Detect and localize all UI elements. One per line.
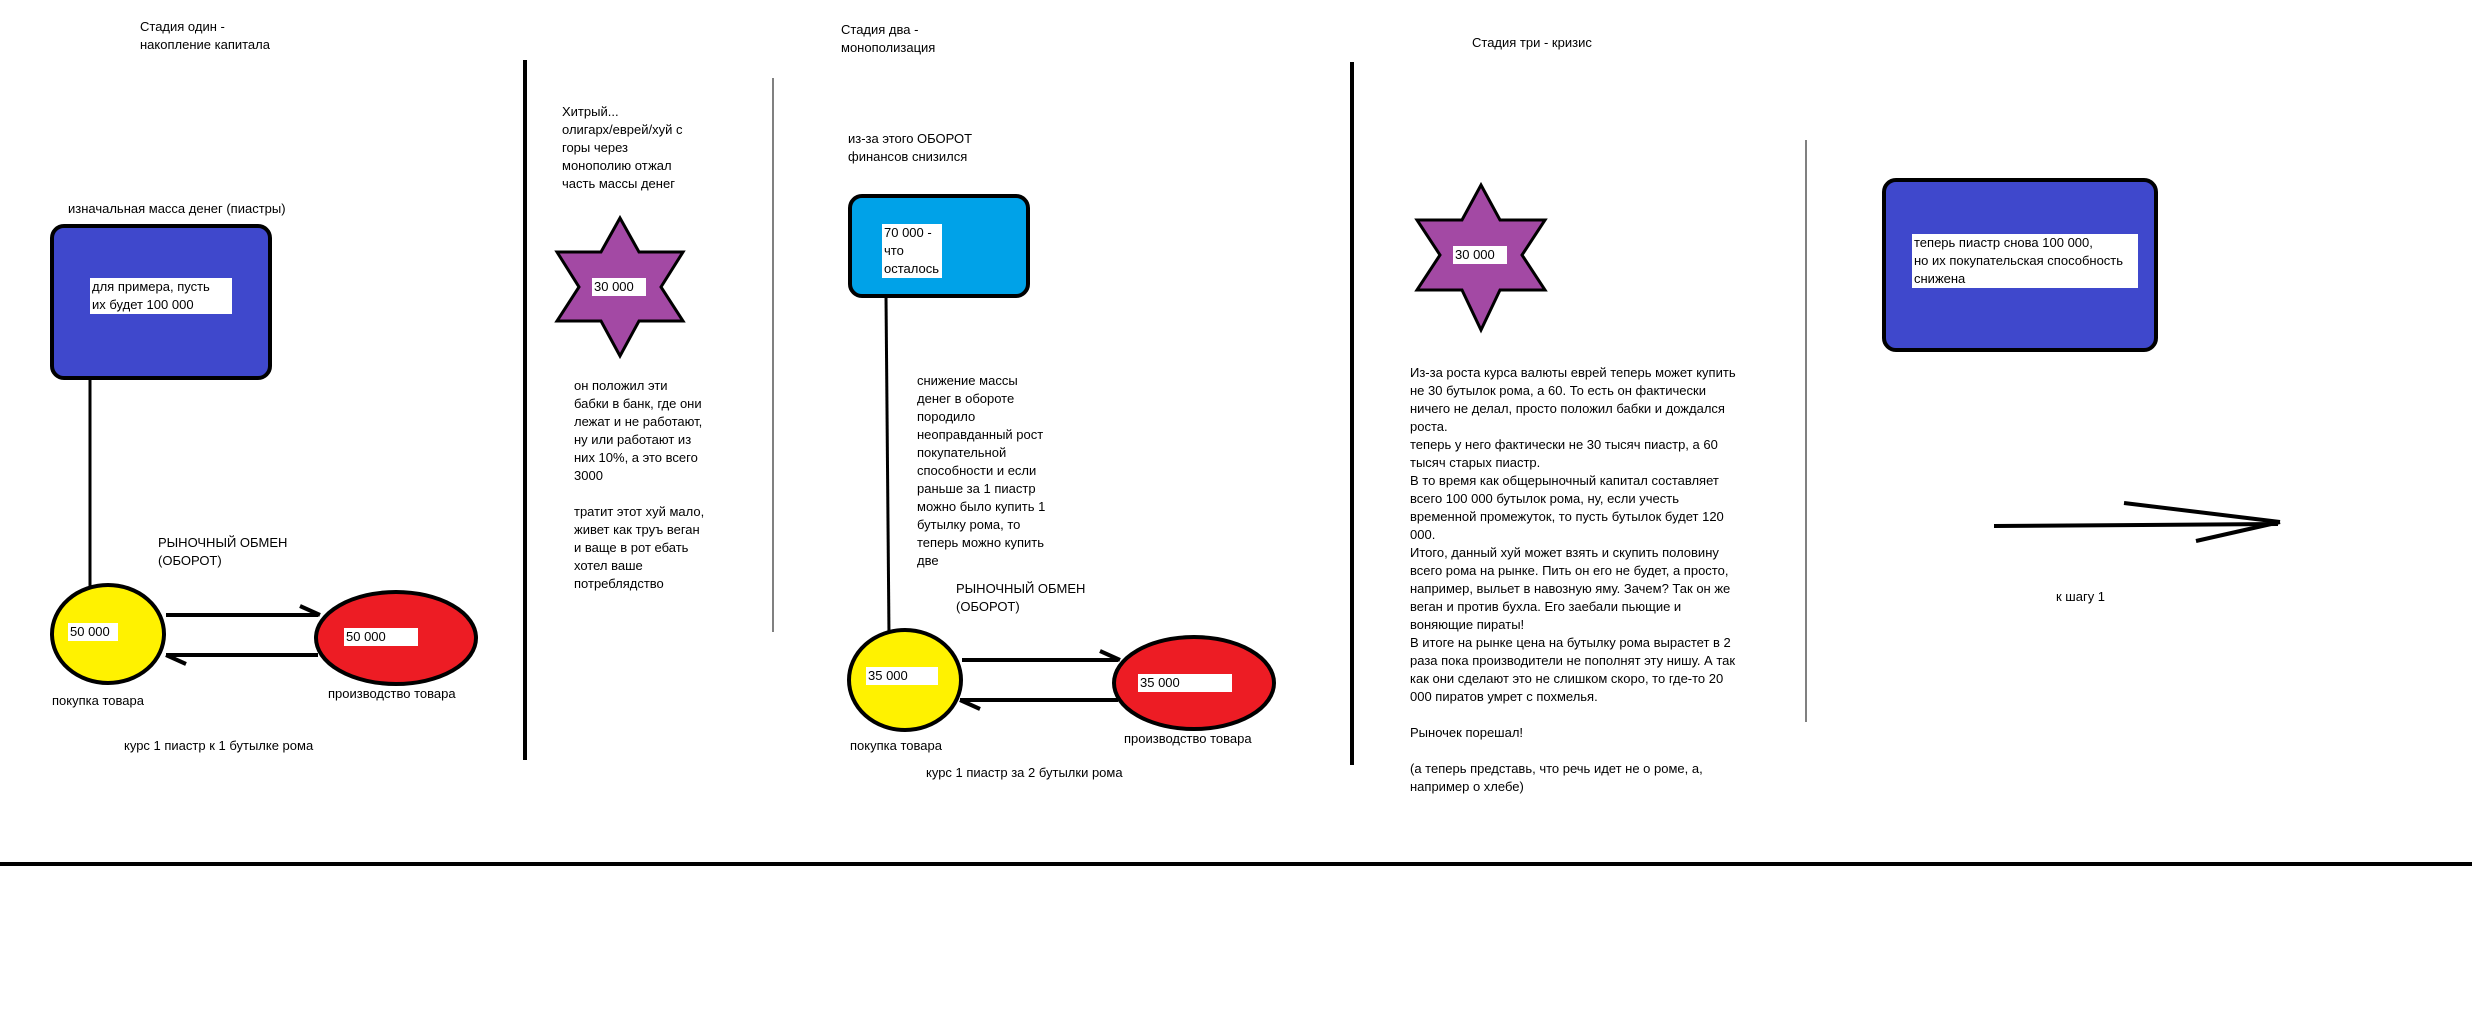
crisis-text: Из-за роста курса валюты еврей теперь может купить не 30 бутылок рома, а 60. То есть он фактически ничего не делал, просто положил бабки и дождался роста. теперь у него фактически не 30 тысяч пиастр, а 60 тысяч старых пиастр. В то время как общерыночный капитал составляет всего 100 000 бутылок рома, ну, если учесть временной промежуток, то пусть бутылок будет 120 000. Итого, данный хуй может взять и скупить половину всего рома на рынке. Пить он его не будет, а просто, например, выльет в навозную яму. Зачем? Так он же веган и против бухла. Его заебали пьющие и воняющие пираты! В итоге на рынке цена на бутылку рома вырастет в 2 раза пока производители не пополнят эту нишу. А так как они сделают это не слишком скоро, то где-то 20 000 пиратов умрет с похмелья. Рыночек порешал! (а теперь представь, что речь идет не о роме, а, например о хлебе)	[1410, 365, 1736, 794]
cunning-text: Хитрый... олигарх/еврей/хуй с горы через монополию отжал часть массы денег	[562, 104, 683, 191]
stage2-turnover-text: из-за этого ОБОРОТ финансов снизился	[848, 131, 973, 164]
stage2-connector	[886, 296, 889, 636]
stage1-arrow-right	[166, 606, 320, 615]
stage2-exchange-label: РЫНОЧНЫЙ ОБМЕН (ОБОРОТ)	[956, 581, 1086, 614]
stage1-rate: курс 1 пиастр к 1 бутылке рома	[124, 738, 314, 753]
stage2-title: Стадия два - монополизация	[841, 22, 936, 55]
stage2-buy-value: 35 000	[866, 667, 938, 685]
stage1-title: Стадия один - накопление капитала	[140, 19, 270, 52]
stage2-rate: курс 1 пиастр за 2 бутылки рома	[926, 765, 1123, 780]
next-step-label: к шагу 1	[2056, 589, 2106, 604]
stage2-prod-label: производство товара	[1124, 731, 1252, 746]
stage2-money-box	[848, 194, 1030, 298]
stage2-arrow-right	[962, 651, 1120, 660]
stage2-decrease-text: снижение массы денег в обороте породило неоправданный рост покупательной способности и если раньше за 1 пиастр можно было купить 1 бутылку рома, то теперь можно купить две	[917, 373, 1046, 568]
stage3-star-value: 30 000	[1453, 246, 1507, 264]
stage3-money-box	[1882, 178, 2158, 352]
stage2-buy-label: покупка товара	[850, 738, 942, 753]
stage1-money-box	[50, 224, 272, 380]
stage1-prod-label: производство товара	[328, 686, 456, 701]
stage1-box-text: для примера, пусть их будет 100 000	[90, 278, 232, 314]
next-step-arrow	[1994, 503, 2280, 541]
stage1-arrow-left	[166, 655, 318, 664]
stage1-buy-label: покупка товара	[52, 693, 144, 708]
stage1-star-value: 30 000	[592, 278, 646, 296]
stage2-prod-value: 35 000	[1138, 674, 1232, 692]
stage1-prod-value: 50 000	[344, 628, 418, 646]
stage3-title: Стадия три - кризис	[1472, 35, 1592, 50]
stage3-box-text: теперь пиастр снова 100 000, но их покупательская способность снижена	[1912, 234, 2138, 288]
stage1-exchange-label: РЫНОЧНЫЙ ОБМЕН (ОБОРОТ)	[158, 535, 288, 568]
bank-text: он положил эти бабки в банк, где они лежат и не работают, ну или работают из них 10%, а это всего 3000 тратит этот хуй мало, живет как труъ веган и ваще в рот ебать хотел ваше потреблядство	[574, 378, 705, 591]
stage1-buy-value: 50 000	[68, 623, 118, 641]
stage2-arrow-left	[960, 700, 1118, 709]
stage1-money-mass-label: изначальная масса денег (пиастры)	[68, 201, 286, 216]
stage2-box-text: 70 000 - что осталось	[882, 224, 942, 278]
